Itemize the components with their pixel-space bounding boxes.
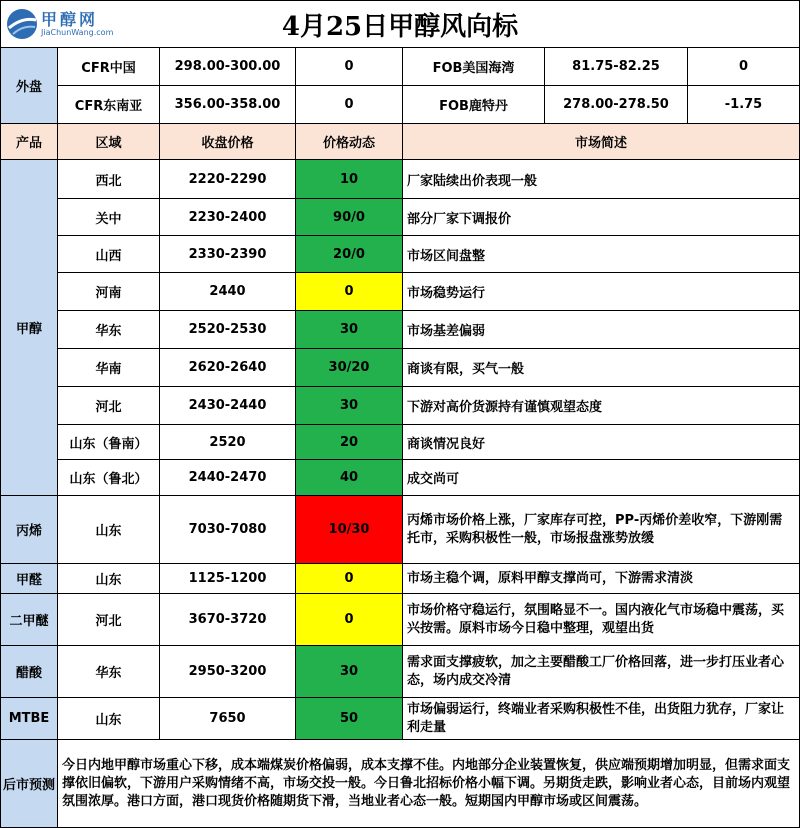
external-change: 0 bbox=[296, 48, 403, 86]
change-indicator: 30/20 bbox=[296, 349, 403, 387]
summary-cell: 市场基差偏弱 bbox=[403, 311, 800, 349]
summary-cell: 部分厂家下调报价 bbox=[403, 199, 800, 236]
change-indicator: 20/0 bbox=[296, 236, 403, 273]
region-cell: 山东 bbox=[58, 698, 160, 740]
external-change: 0 bbox=[688, 48, 800, 86]
brand-logo[interactable] bbox=[5, 5, 135, 45]
price-cell: 2950-3200 bbox=[160, 646, 296, 698]
price-cell: 7030-7080 bbox=[160, 496, 296, 564]
change-indicator: 0 bbox=[296, 273, 403, 311]
summary-cell: 丙烯市场价格上涨，厂家库存可控，PP-丙烯价差收窄，下游刚需托市，采购积极性一般，市场报盘涨势放缓 bbox=[403, 496, 800, 564]
external-market-name: FOB鹿特丹 bbox=[403, 86, 545, 124]
region-cell: 山东 bbox=[58, 564, 160, 594]
logo-name: 甲醇网 bbox=[41, 10, 99, 29]
logo-site: JiaChunWang.com bbox=[41, 28, 114, 37]
price-cell: 1125-1200 bbox=[160, 564, 296, 594]
change-indicator: 30 bbox=[296, 311, 403, 349]
region-cell: 山西 bbox=[58, 236, 160, 273]
globe-logo-icon bbox=[5, 7, 39, 41]
summary-cell: 市场稳势运行 bbox=[403, 273, 800, 311]
region-cell: 华东 bbox=[58, 646, 160, 698]
price-cell: 2620-2640 bbox=[160, 349, 296, 387]
column-header-summary: 市场简述 bbox=[403, 124, 800, 160]
summary-cell: 下游对高价货源持有谨慎观望态度 bbox=[403, 387, 800, 425]
change-indicator: 10 bbox=[296, 160, 403, 199]
change-indicator: 0 bbox=[296, 564, 403, 594]
product-label: 二甲醚 bbox=[0, 594, 58, 646]
external-market-label: 外盘 bbox=[0, 48, 58, 124]
column-header-product: 产品 bbox=[0, 124, 58, 160]
region-cell: 华东 bbox=[58, 311, 160, 349]
summary-cell: 需求面支撑疲软，加之主要醋酸工厂价格回落，进一步打压业者心态，场内成交冷清 bbox=[403, 646, 800, 698]
price-cell: 2520 bbox=[160, 425, 296, 460]
change-indicator: 50 bbox=[296, 698, 403, 740]
external-price: 298.00-300.00 bbox=[160, 48, 296, 86]
price-cell: 2440 bbox=[160, 273, 296, 311]
external-change: -1.75 bbox=[688, 86, 800, 124]
external-change: 0 bbox=[296, 86, 403, 124]
change-indicator: 30 bbox=[296, 646, 403, 698]
column-header-region: 区域 bbox=[58, 124, 160, 160]
summary-cell: 市场价格守稳运行，氛围略显不一。国内液化气市场稳中震荡，买兴按需。原料市场今日稳中整理，观望出货 bbox=[403, 594, 800, 646]
summary-cell: 成交尚可 bbox=[403, 460, 800, 496]
price-cell: 7650 bbox=[160, 698, 296, 740]
region-cell: 河北 bbox=[58, 594, 160, 646]
summary-cell: 商谈有限，买气一般 bbox=[403, 349, 800, 387]
price-cell: 2230-2400 bbox=[160, 199, 296, 236]
page-title: 4月25日甲醇风向标 bbox=[281, 11, 519, 42]
region-cell: 山东（鲁南） bbox=[58, 425, 160, 460]
summary-cell: 市场偏弱运行，终端业者采购积极性不佳，出货阻力犹存，厂家让利走量 bbox=[403, 698, 800, 740]
change-indicator: 20 bbox=[296, 425, 403, 460]
change-indicator: 10/30 bbox=[296, 496, 403, 564]
column-header-price: 收盘价格 bbox=[160, 124, 296, 160]
product-label: MTBE bbox=[0, 698, 58, 740]
external-market-name: CFR东南亚 bbox=[58, 86, 160, 124]
summary-cell: 市场主稳个调，原料甲醇支撑尚可，下游需求清淡 bbox=[403, 564, 800, 594]
forecast-text: 今日内地甲醇市场重心下移，成本端煤炭价格偏弱，成本支撑不佳。内地部分企业装置恢复，供应端预期增加明显，但需求面支撑依旧偏软，下游用户采购情绪不高，市场交投一般。今日鲁北招标价格小幅下调。另期货走跌，影响业者心态，目前场内观望氛围浓厚。港口方面，港口现货价格随期货下滑，当地业者心态一般。短期国内甲醇市场或区间震荡。 bbox=[58, 740, 800, 828]
change-indicator: 90/0 bbox=[296, 199, 403, 236]
region-cell: 华南 bbox=[58, 349, 160, 387]
summary-cell: 商谈情况良好 bbox=[403, 425, 800, 460]
title-bar bbox=[0, 0, 800, 48]
external-market-name: CFR中国 bbox=[58, 48, 160, 86]
change-indicator: 30 bbox=[296, 387, 403, 425]
change-indicator: 40 bbox=[296, 460, 403, 496]
price-cell: 2440-2470 bbox=[160, 460, 296, 496]
external-market-name: FOB美国海湾 bbox=[403, 48, 545, 86]
external-price: 356.00-358.00 bbox=[160, 86, 296, 124]
region-cell: 河北 bbox=[58, 387, 160, 425]
price-cell: 2430-2440 bbox=[160, 387, 296, 425]
summary-cell: 市场区间盘整 bbox=[403, 236, 800, 273]
summary-cell: 厂家陆续出价表现一般 bbox=[403, 160, 800, 199]
price-cell: 2220-2290 bbox=[160, 160, 296, 199]
external-price: 278.00-278.50 bbox=[545, 86, 688, 124]
region-cell: 关中 bbox=[58, 199, 160, 236]
product-label: 丙烯 bbox=[0, 496, 58, 564]
forecast-label: 后市预测 bbox=[0, 740, 58, 828]
column-header-change: 价格动态 bbox=[296, 124, 403, 160]
price-cell: 2330-2390 bbox=[160, 236, 296, 273]
product-label: 甲醛 bbox=[0, 564, 58, 594]
price-cell: 3670-3720 bbox=[160, 594, 296, 646]
price-cell: 2520-2530 bbox=[160, 311, 296, 349]
region-cell: 西北 bbox=[58, 160, 160, 199]
region-cell: 河南 bbox=[58, 273, 160, 311]
region-cell: 山东 bbox=[58, 496, 160, 564]
external-price: 81.75-82.25 bbox=[545, 48, 688, 86]
change-indicator: 0 bbox=[296, 594, 403, 646]
product-label-methanol: 甲醇 bbox=[0, 160, 58, 496]
product-label: 醋酸 bbox=[0, 646, 58, 698]
region-cell: 山东（鲁北） bbox=[58, 460, 160, 496]
